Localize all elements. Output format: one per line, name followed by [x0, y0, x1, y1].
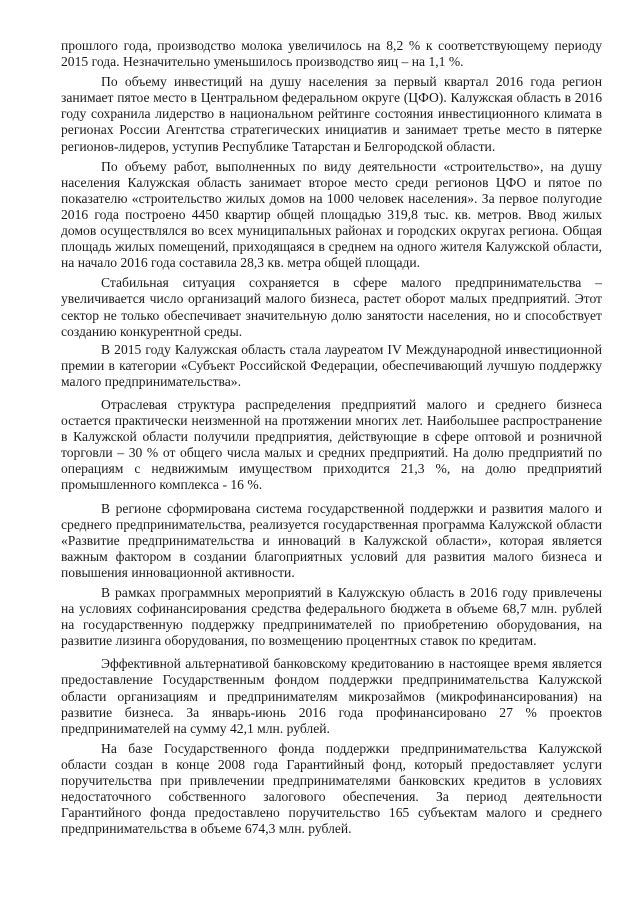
paragraph-award: В 2015 году Калужская область стала лауреатом IV Международной инвестиционной премии в категории «Субъект Российской Федерации, обеспечивающий лучшую поддержку малого предпринимательства».	[61, 341, 602, 389]
document-page	[61, 38, 602, 837]
paragraph-support-system: В регионе сформирована система государственной поддержки и развития малого и среднего предпринимательства, реализуется государственная программа Калужской области «Развитие предпринимательства и инноваций в Калужской области», которая является важным фактором в создании благоприятных условий для развития малого бизнеса и повышения инновационной активности.	[61, 500, 602, 580]
paragraph-federal-funds: В рамках программных мероприятий в Калужскую область в 2016 году привлечены на условиях софинансирования средства федерального бюджета в объеме 68,7 млн. рублей на государственную поддержку предпринимателей по приобретению оборудования, на развитие лизинга оборудования, по возмещению процентных ставок по кредитам.	[61, 585, 602, 649]
paragraph-guarantee-fund: На базе Государственного фонда поддержки предпринимательства Калужской области создан в конце 2008 года Гарантийный фонд, который предоставляет услуги поручительства при привлечении предпринимателями банковских кредитов в условиях недостаточного собственного залогового обеспечения. За период деятельности Гарантийного фонда предоставлено поручительство 165 субъектам малого и среднего предпринимательства в объеме 674,3 млн. рублей.	[61, 740, 602, 837]
paragraph-structure: Отраслевая структура распределения предприятий малого и среднего бизнеса остается практически неизменной на протяжении многих лет. Наибольшее распространение в Калужской области получили предприятия, действующие в сфере оптовой и розничной торговли – 30 % от общего числа малых и средних предприятий. На долю предприятий по операциям с недвижимым имуществом приходится 21,3 %, на долю предприятий промышленного комплекса - 16 %.	[61, 396, 602, 493]
paragraph-construction: По объему работ, выполненных по виду деятельности «строительство», на душу населения Калужская область занимает второе место среди регионов ЦФО и пятое по показателю «строительство жилых домов на 1000 человек населения». За первое полугодие 2016 года построено 4450 квартир общей площадью 319,8 тыс. кв. метров. Ввод жилых домов осуществлялся во всех муниципальных районах и городских округах региона. Общая площадь жилых помещений, приходящаяся в среднем на одного жителя Калужской области, на начало 2016 года составила 28,3 кв. метра общей площади.	[61, 158, 602, 271]
paragraph-milk-eggs: прошлого года, производство молока увеличилось на 8,2 % к соответствующему периоду 2015 года. Незначительно уменьшилось производство яиц – на 1,1 %.	[61, 38, 602, 70]
paragraph-microloans: Эффективной альтернативой банковскому кредитованию в настоящее время является предоставление Государственным фондом поддержки предпринимательства Калужской области организациям и предпринимателям микрозаймов (микрофинансирования) на развитие бизнеса. За январь-июнь 2016 года профинансировано 27 % проектов предпринимателей на сумму 42,1 млн. рублей.	[61, 656, 602, 736]
paragraph-small-business: Стабильная ситуация сохраняется в сфере малого предпринимательства – увеличивается число организаций малого бизнеса, растет оборот малых предприятий. Этот сектор не только обеспечивает значительную долю занятости населения, но и способствует созданию конкурентной среды.	[61, 275, 602, 339]
paragraph-investments: По объему инвестиций на душу населения за первый квартал 2016 года регион занимает пятое место в Центральном федеральном округе (ЦФО). Калужская область в 2016 году сохранила лидерство в национальном рейтинге состояния инвестиционного климата в регионах России Агентства стратегических инициатив и занимает третье место в пятерке регионов-лидеров, уступив Республике Татарстан и Белгородской области.	[61, 74, 602, 154]
